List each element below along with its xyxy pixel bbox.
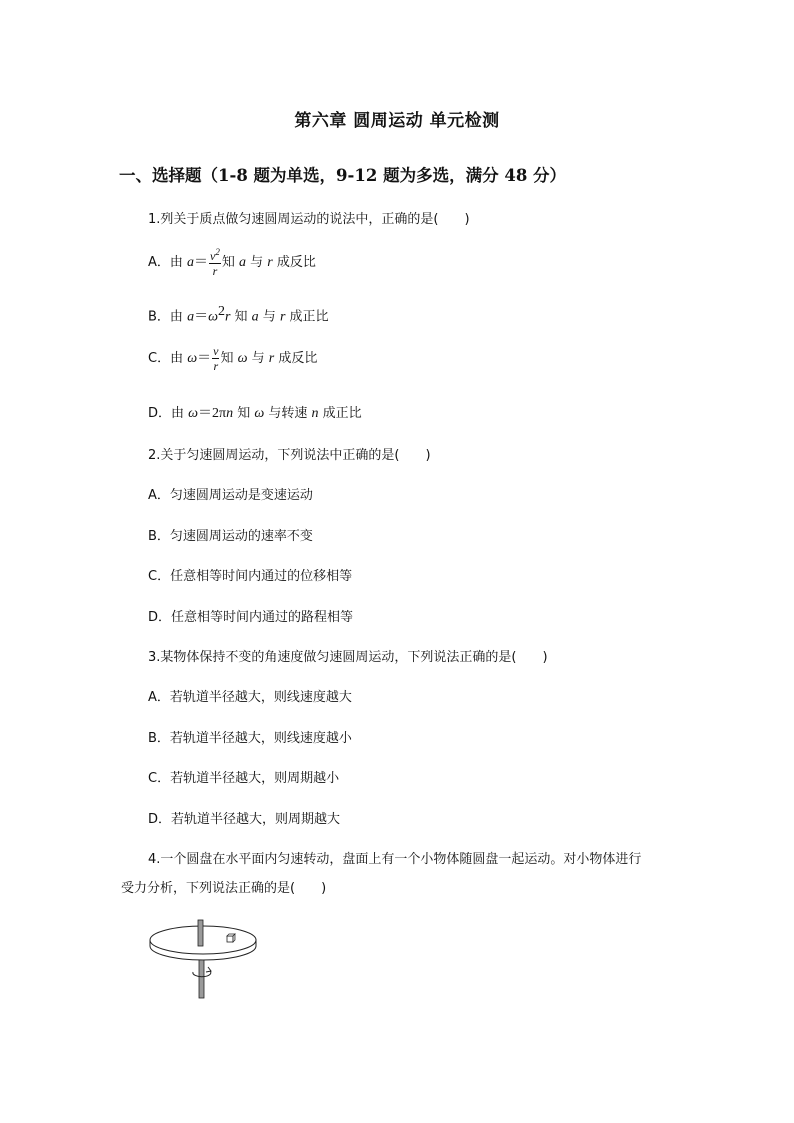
option-text: 成反比 bbox=[272, 255, 316, 270]
question-2-option-c: C．任意相等时间内通过的位移相等 bbox=[148, 569, 353, 584]
question-3-option-b: B．若轨道半径越大，则线速度越小 bbox=[148, 731, 352, 746]
numerator-var: v bbox=[210, 249, 216, 263]
math-var: a bbox=[251, 309, 259, 325]
math-var: a bbox=[239, 255, 246, 270]
question-3-stem: 3.某物体保持不变的角速度做匀速圆周运动，下列说法正确的是( ) bbox=[148, 650, 548, 665]
option-text: 与转速 bbox=[264, 406, 312, 421]
fraction-numerator bbox=[209, 248, 221, 264]
question-4-stem-line-2: 受力分析，下列说法正确的是( ) bbox=[121, 881, 327, 896]
math-var: ω bbox=[208, 309, 218, 325]
math-var: n bbox=[311, 406, 319, 421]
math-var: ω bbox=[188, 406, 199, 421]
question-1-stem: 1.列关于质点做匀速圆周运动的说法中，正确的是( ) bbox=[148, 212, 470, 227]
question-2-option-a: A．匀速圆周运动是变速运动 bbox=[148, 488, 313, 503]
math-eq: ＝2π bbox=[198, 406, 227, 421]
question-1-option-d bbox=[148, 402, 362, 422]
option-text: 知 bbox=[230, 309, 252, 325]
option-text: 知 bbox=[220, 351, 238, 366]
option-d-prefix: D．由 bbox=[148, 406, 189, 421]
math-var: r bbox=[224, 309, 231, 325]
math-var: r bbox=[267, 255, 273, 270]
math-var: n bbox=[226, 406, 234, 421]
fraction-v-over-r bbox=[212, 345, 219, 372]
option-text: 知 bbox=[221, 255, 239, 270]
option-text: 与 bbox=[246, 255, 268, 270]
fraction-v2-over-r bbox=[209, 248, 221, 277]
math-var: a bbox=[187, 255, 195, 270]
question-2-option-d: D．任意相等时间内通过的路程相等 bbox=[148, 610, 354, 625]
math-var: r bbox=[268, 351, 275, 366]
option-text: 成正比 bbox=[318, 406, 362, 421]
question-3-option-d: D．若轨道半径越大，则周期越大 bbox=[148, 812, 341, 827]
option-a-prefix: A．由 bbox=[148, 255, 188, 270]
section-heading: 一、选择题（1-8 题为单选，9-12 题为多选，满分 48 分） bbox=[119, 166, 567, 185]
option-text: 知 bbox=[233, 406, 255, 421]
math-exponent: 2 bbox=[217, 304, 225, 319]
question-1-option-c bbox=[148, 345, 317, 372]
fraction-denominator: r bbox=[212, 264, 218, 278]
question-2-stem: 2.关于匀速圆周运动，下列说法中正确的是( ) bbox=[148, 448, 431, 463]
option-text: 与 bbox=[247, 351, 269, 366]
question-3-option-c: C．若轨道半径越大，则周期越小 bbox=[148, 771, 340, 786]
option-b-prefix: B．由 bbox=[148, 309, 188, 325]
fraction-denominator: r bbox=[213, 359, 219, 373]
question-3-option-a: A．若轨道半径越大，则线速度越大 bbox=[148, 690, 352, 705]
small-block-icon bbox=[227, 934, 235, 942]
math-eq: ＝ bbox=[194, 309, 209, 325]
fraction-numerator: v bbox=[213, 344, 219, 358]
shaft-upper bbox=[198, 920, 203, 946]
option-text: 成反比 bbox=[274, 351, 318, 366]
page-title: 第六章 圆周运动 单元检测 bbox=[294, 111, 500, 131]
math-eq: ＝ bbox=[194, 255, 209, 270]
math-var: a bbox=[187, 309, 195, 325]
math-var: ω bbox=[187, 351, 198, 366]
option-text: 与 bbox=[258, 309, 280, 325]
math-eq: ＝ bbox=[197, 351, 212, 366]
math-var: ω bbox=[237, 351, 248, 366]
question-1-option-a bbox=[148, 248, 316, 277]
option-c-prefix: C．由 bbox=[148, 351, 188, 366]
question-1-option-b bbox=[148, 304, 329, 325]
math-var: ω bbox=[254, 406, 265, 421]
math-var: r bbox=[279, 309, 286, 325]
numerator-exponent: 2 bbox=[215, 247, 220, 257]
shaft-lower bbox=[199, 960, 204, 998]
rotating-disc-figure bbox=[144, 916, 264, 1006]
question-4-stem-line-1: 4.一个圆盘在水平面内匀速转动，盘面上有一个小物体随圆盘一起运动。对小物体进行 bbox=[148, 852, 642, 867]
option-text: 成正比 bbox=[285, 309, 329, 325]
question-2-option-b: B．匀速圆周运动的速率不变 bbox=[148, 529, 313, 544]
